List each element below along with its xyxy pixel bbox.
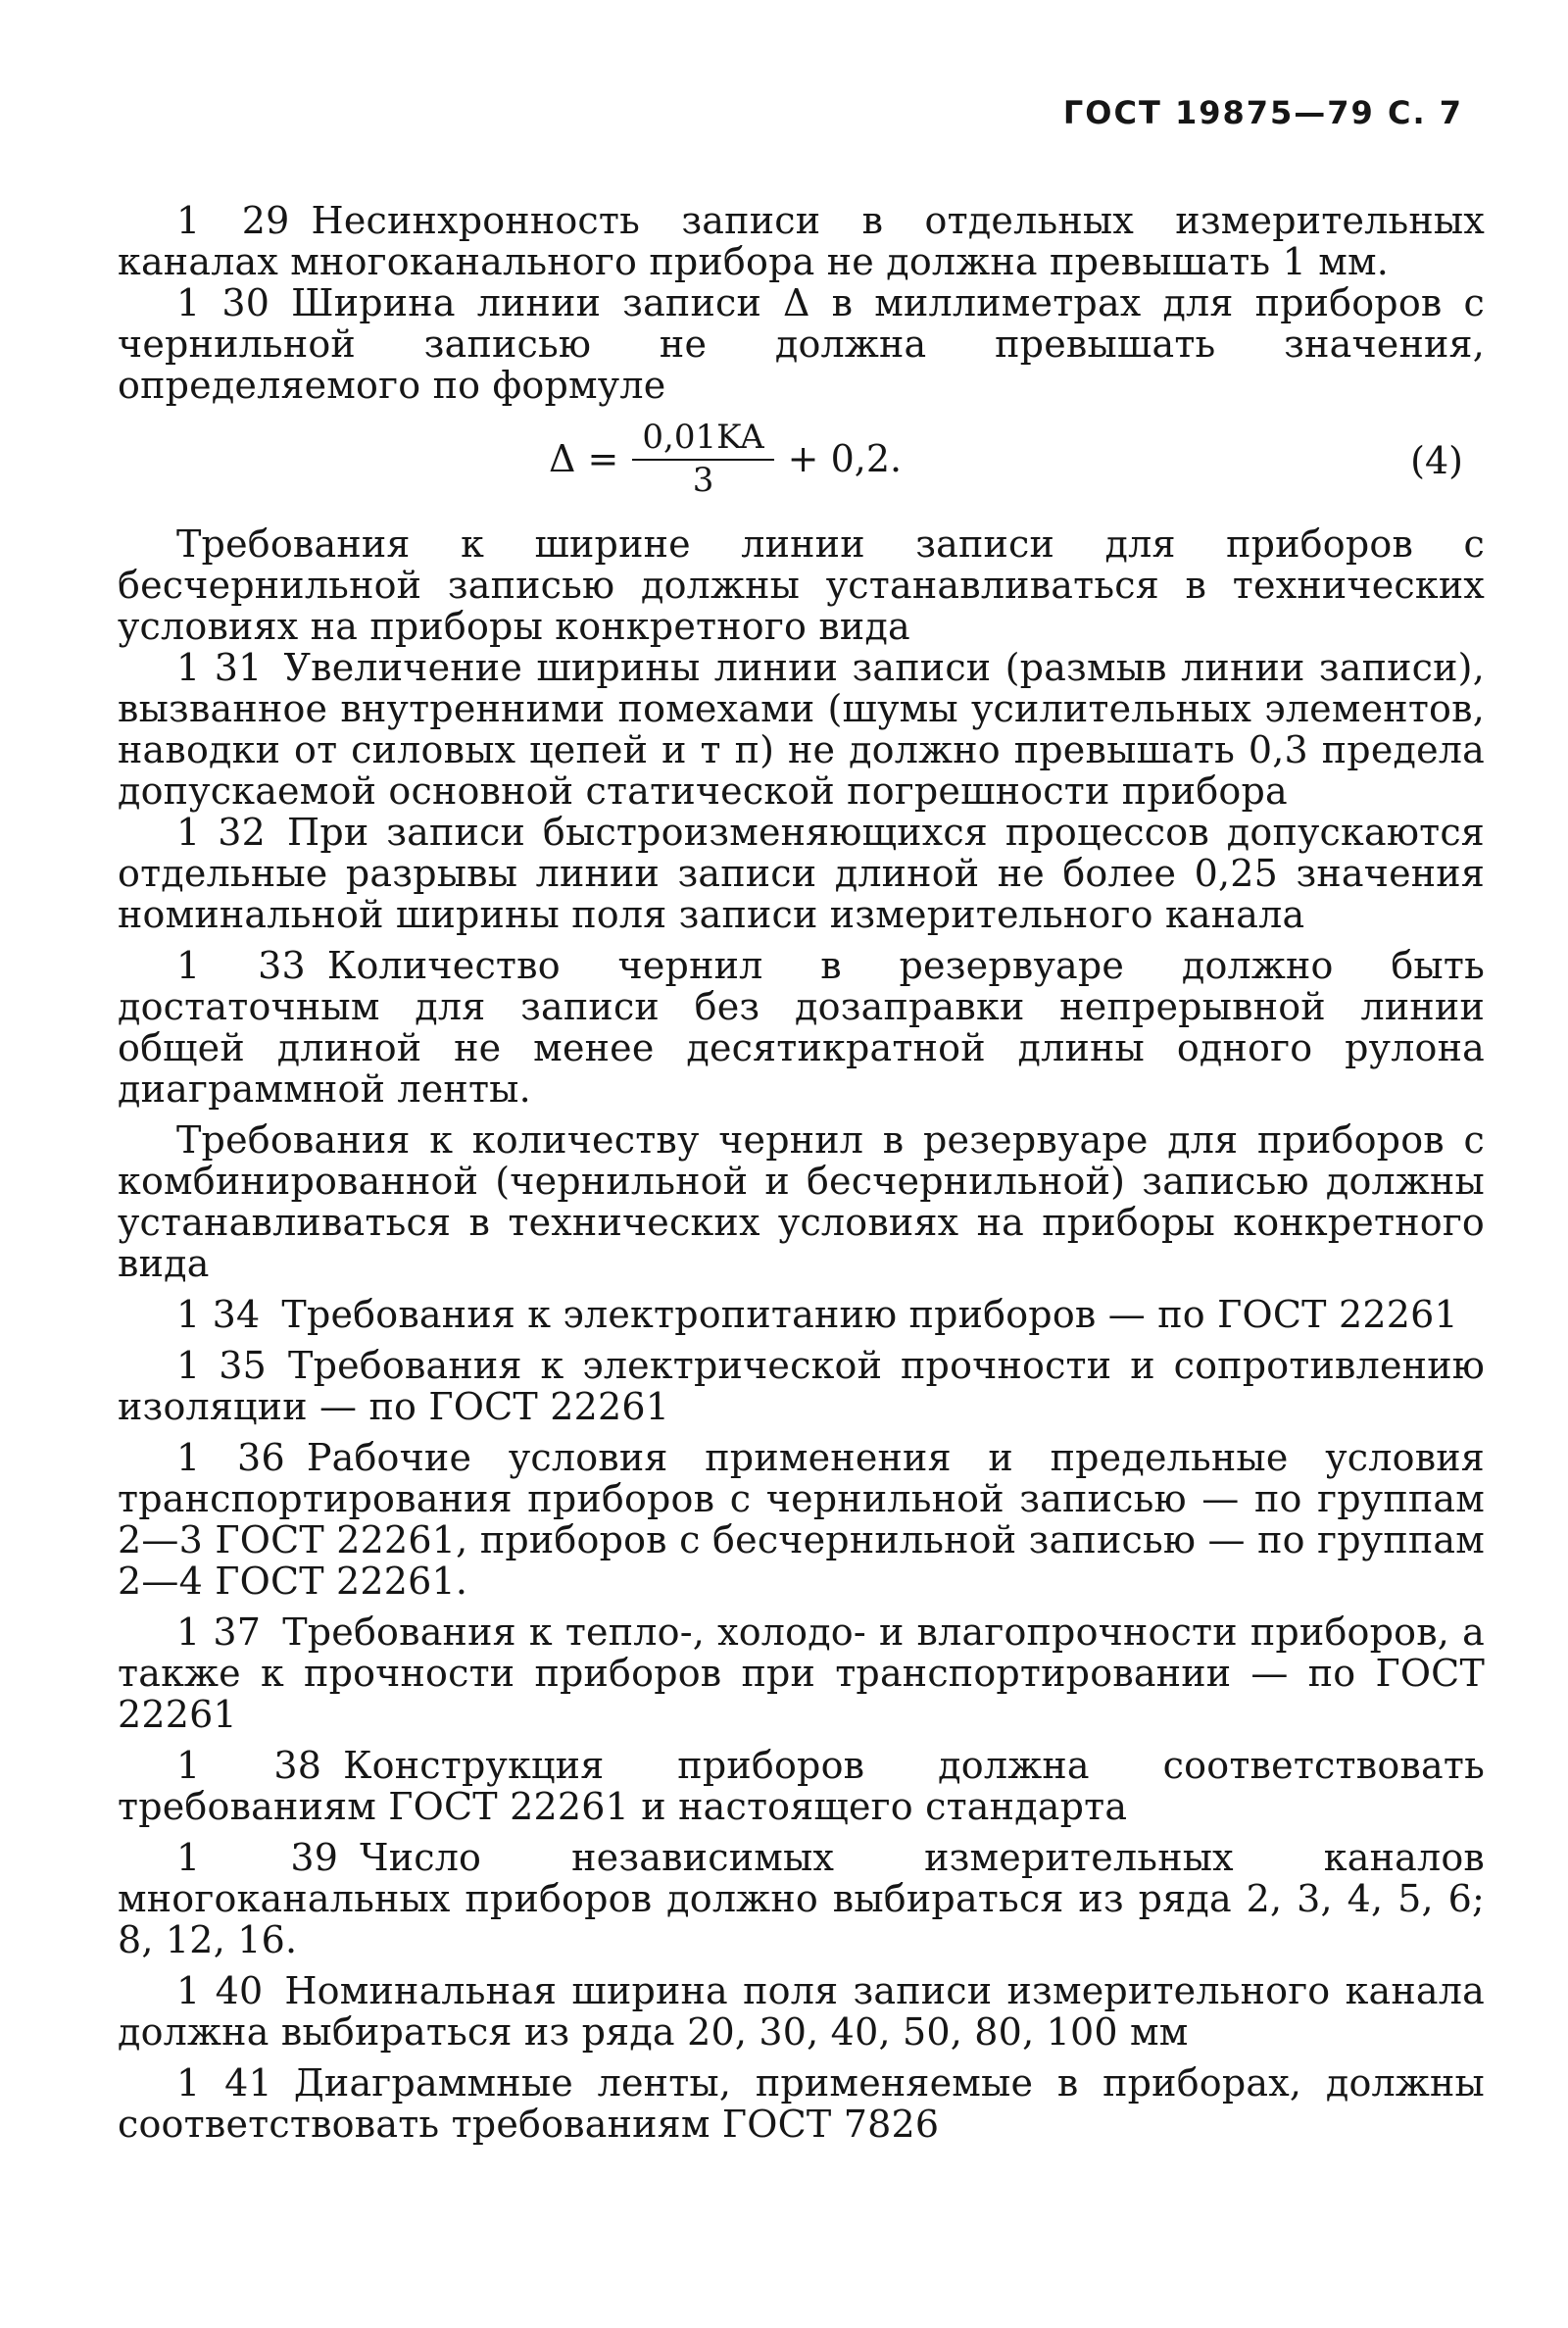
clause-1-29: [118, 200, 1485, 282]
clause-1-31: [118, 647, 1485, 812]
clause-number: 1 32: [176, 811, 266, 854]
clause-1-35: [118, 1345, 1485, 1427]
clause-text: Ширина линии записи Δ в миллиметрах для приборов с чернильной записью не должна превышать значения, определяемого по формуле: [118, 281, 1485, 407]
clause-number: 1 36: [176, 1436, 285, 1479]
clause-1-34: [118, 1294, 1485, 1335]
clause-1-37: [118, 1611, 1485, 1735]
clause-text: Номинальная ширина поля записи измерительного канала должна выбираться из ряда 20, 30, 40, 50, 80, 100 мм: [118, 1969, 1485, 2054]
clause-number: 1 35: [176, 1344, 268, 1387]
clause-number: 1 37: [176, 1610, 262, 1654]
clause-1-32: [118, 812, 1485, 935]
formula-numerator: 0,01KA: [632, 418, 773, 461]
clause-1-40: [118, 1970, 1485, 2053]
clause-number: 1 31: [176, 646, 263, 689]
clause-text: Увеличение ширины линии записи (размыв линии записи), вызванное внутренними помехами (шумы усилительных элементов, наводки от силовых цепей и т п) не должно превышать 0,3 предела допускаемой основной статической погрешности прибора: [118, 646, 1485, 813]
clause-number: 1 29: [176, 199, 290, 242]
clause-number: 1 33: [176, 944, 306, 987]
formula-rest: + 0,2.: [787, 437, 903, 480]
clause-number: 1 34: [176, 1293, 261, 1336]
formula-fraction: [632, 418, 773, 500]
equation-number: (4): [1410, 439, 1463, 482]
clause-number: 1 40: [176, 1969, 264, 2012]
page-header: ГОСТ 19875—79 С. 7: [1062, 94, 1463, 131]
clause-text: Требования к электропитанию приборов — по ГОСТ 22261: [281, 1293, 1458, 1336]
clause-1-33: [118, 945, 1485, 1110]
formula-lhs: Δ =: [549, 437, 619, 480]
document-page: [118, 94, 1485, 2145]
clause-number: 1 30: [176, 281, 270, 324]
clause-text: Число независимых измерительных каналов многоканальных приборов должно выбираться из ряда 2, 3, 4, 5, 6; 8, 12, 16.: [118, 1836, 1485, 1961]
clause-text: Требования к тепло-, холодо- и влагопрочности приборов, а также к прочности приборов при транспортировании — по ГОСТ 22261: [118, 1610, 1485, 1736]
clause-1-36: [118, 1437, 1485, 1602]
clause-number: 1 41: [176, 2061, 272, 2105]
clause-text: Конструкция приборов должна соответствовать требованиям ГОСТ 22261 и настоящего стандарта: [118, 1744, 1485, 1828]
clause-text: Несинхронность записи в отдельных измерительных каналах многоканального прибора не должна превышать 1 мм.: [118, 199, 1485, 283]
clause-text: Количество чернил в резервуаре должно быть достаточным для записи без дозаправки непрерывной линии общей длиной не менее десятикратной длины одного рулона диаграммной ленты.: [118, 944, 1485, 1111]
clause-1-30: [118, 282, 1485, 406]
clause-1-33-note: Требования к количеству чернил в резервуаре для приборов с комбинированной (чернильной и бесчернильной) записью должны устанавливаться в технических условиях на приборы конкретного вида: [118, 1118, 1485, 1285]
formula-body: [549, 418, 902, 500]
clause-number: 1 38: [176, 1744, 322, 1787]
clause-text: Требования к электрической прочности и сопротивлению изоляции — по ГОСТ 22261: [118, 1344, 1486, 1428]
clause-number: 1 39: [176, 1836, 339, 1879]
clause-text: Рабочие условия применения и предельные условия транспортирования приборов с чернильной записью — по группам 2—3 ГОСТ 22261, приборов с бесчернильной записью — по группам 2—4 ГОСТ 22261.: [118, 1436, 1485, 1603]
clause-text: Диаграммные ленты, применяемые в приборах, должны соответствовать требованиям ГОСТ 7826: [118, 2061, 1485, 2146]
clause-1-30-note: Требования к ширине линии записи для приборов с бесчернильной записью должны устанавливаться в технических условиях на приборы конкретного вида: [118, 522, 1485, 648]
clause-1-41: [118, 2062, 1485, 2145]
clause-text: При записи быстроизменяющихся процессов допускаются отдельные разрывы линии записи длиной не более 0,25 значения номинальной ширины поля записи измерительного канала: [118, 811, 1485, 936]
clause-1-39: [118, 1837, 1485, 1960]
formula-denominator: 3: [692, 461, 714, 500]
clause-1-38: [118, 1745, 1485, 1827]
formula-4: [118, 410, 1485, 523]
